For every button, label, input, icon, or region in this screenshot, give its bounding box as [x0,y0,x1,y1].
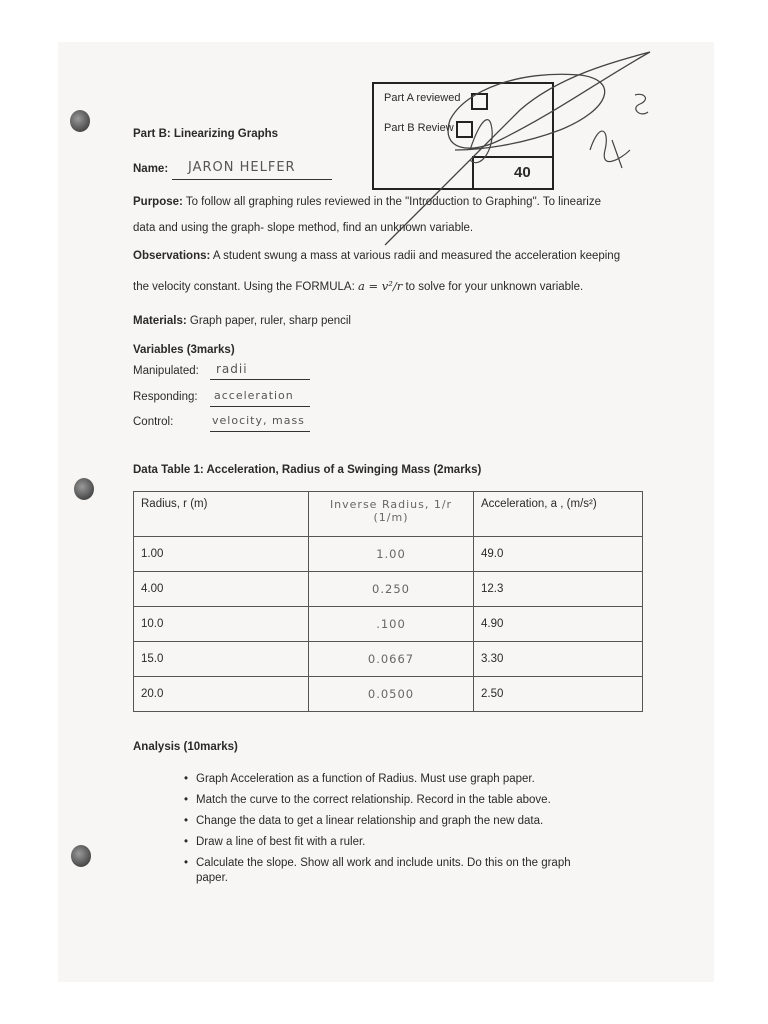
bullet-icon: • [184,836,189,848]
observations-text-3: to solve for your unknown variable. [405,281,584,293]
name-label: Name: [133,163,169,175]
part-title: Part B: Linearizing Graphs [133,128,279,140]
radius-cell: 15.0 [134,642,309,677]
punch-hole [71,845,91,867]
table-title: Data Table 1: Acceleration, Radius of a Swinging Mass (2marks) [133,464,482,476]
header-inverse-radius: Inverse Radius, 1/r (1/m) [309,492,474,537]
materials-text: Graph paper, ruler, sharp pencil [189,315,351,327]
observations-line-2 [133,279,583,293]
analysis-item-text: Graph Acceleration as a function of Radius. Must use graph paper. [196,773,535,785]
acceleration-cell: 2.50 [474,677,643,712]
responding-underline [210,406,310,407]
table-header-row [134,492,643,537]
score-value: 40 [514,164,531,181]
analysis-list [184,772,616,892]
observations-label: Observations: [133,250,211,262]
inverse-radius-cell: 0.0500 [309,677,474,712]
formula: a = v²/r [357,279,403,293]
observations-line-1 [133,250,620,262]
table-row [134,677,643,712]
header-radius: Radius, r (m) [134,492,309,537]
manipulated-label: Manipulated: [133,365,199,377]
materials-label: Materials: [133,315,187,327]
variables-title: Variables (3marks) [133,344,235,356]
table-row [134,537,643,572]
radius-cell: 10.0 [134,607,309,642]
analysis-item [184,814,616,829]
header-acceleration: Acceleration, a , (m/s²) [474,492,643,537]
part-b-review-label: Part B Review [384,122,454,134]
inverse-radius-cell: 0.250 [309,572,474,607]
materials-line [133,315,351,327]
analysis-item [184,793,616,808]
analysis-item [184,772,616,787]
analysis-item-text: Calculate the slope. Show all work and include units. Do this on the graph [196,857,571,869]
purpose-label: Purpose: [133,196,183,208]
responding-label: Responding: [133,391,198,403]
analysis-item-text: Draw a line of best fit with a ruler. [196,836,366,848]
analysis-item-continued [196,871,616,886]
radius-cell: 1.00 [134,537,309,572]
part-a-reviewed-label: Part A reviewed [384,92,461,104]
analysis-item-text: Change the data to get a linear relationship and graph the new data. [196,815,544,827]
inverse-radius-cell: 0.0667 [309,642,474,677]
bullet-icon: • [184,815,189,827]
control-value: velocity, mass [212,414,305,427]
acceleration-cell: 3.30 [474,642,643,677]
manipulated-underline [210,379,310,380]
acceleration-cell: 49.0 [474,537,643,572]
analysis-item-text: paper. [196,872,228,884]
analysis-title: Analysis (10marks) [133,741,238,753]
manipulated-value: radii [216,362,248,376]
bullet-icon: • [184,773,189,785]
radius-cell: 4.00 [134,572,309,607]
analysis-item-text: Match the curve to the correct relationship. Record in the table above. [196,794,551,806]
data-table [133,491,643,712]
acceleration-cell: 12.3 [474,572,643,607]
responding-value: acceleration [214,389,294,402]
analysis-item [184,835,616,850]
control-underline [210,431,310,432]
purpose-line-1 [133,196,601,208]
purpose-line-2: data and using the graph- slope method, find an unknown variable. [133,222,474,234]
bullet-icon: • [184,794,189,806]
table-row [134,642,643,677]
punch-hole [74,478,94,500]
inverse-radius-cell: .100 [309,607,474,642]
purpose-text: To follow all graphing rules reviewed in the "Introduction to Graphing". To linearize [185,196,602,208]
radius-cell: 20.0 [134,677,309,712]
observations-text: A student swung a mass at various radii and measured the acceleration keeping [212,250,621,262]
table-row [134,572,643,607]
observations-text-2: the velocity constant. Using the FORMULA: [133,281,358,293]
table-row [134,607,643,642]
inverse-radius-cell: 1.00 [309,537,474,572]
acceleration-cell: 4.90 [474,607,643,642]
analysis-item [184,856,616,871]
control-label: Control: [133,416,174,428]
bullet-icon: • [184,857,189,869]
name-value: JARON HELFER [188,160,296,175]
